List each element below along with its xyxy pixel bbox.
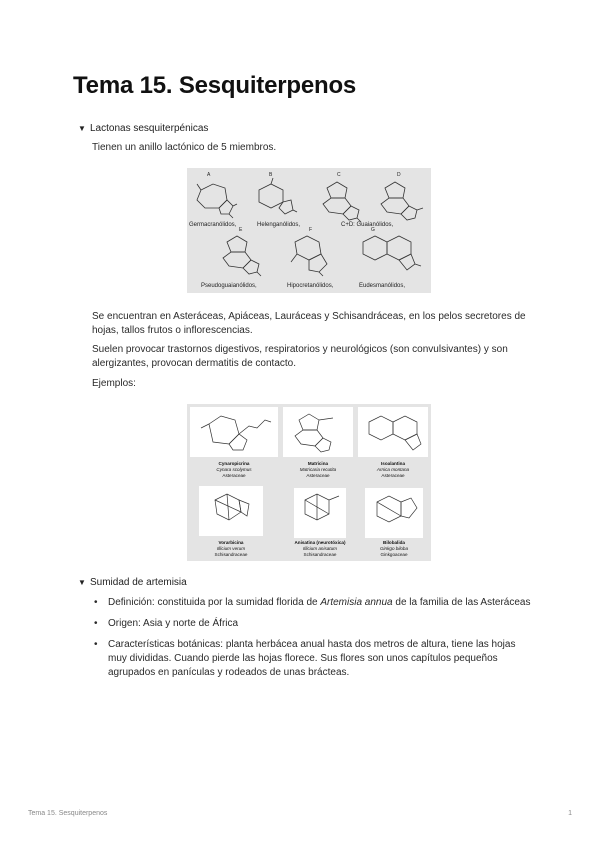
compound-species-6: Ginkgo biloba — [379, 546, 409, 551]
fig1-letter-d: D — [397, 172, 401, 178]
fig1-letter-c: C — [337, 172, 341, 178]
distribution-text: Se encuentran en Asteráceas, Apiáceas, Lauráceas y Schisandráceas, en los pelos secretores de hojas, tallos frutos o inflorescencias. — [92, 311, 526, 336]
structure-g — [363, 236, 421, 270]
compound-name-6: Bilobalida — [383, 540, 405, 545]
fig1-letter-a: A — [207, 172, 211, 178]
fig1-label-3: C+D: Guaianólidos, — [341, 222, 394, 228]
toggle-sumidad-label: Sumidad de artemisia — [90, 577, 187, 588]
compound-species-3: Arnica montana — [376, 467, 410, 472]
structure-b — [259, 178, 297, 214]
examples-svg — [187, 404, 431, 561]
lactone-skeletons-figure — [187, 168, 431, 293]
toggle-sumidad[interactable] — [78, 576, 187, 590]
definition-prefix: Definición: constituida por la sumidad florida de — [108, 597, 321, 608]
fig1-label-2: Helenganólidos, — [257, 222, 301, 228]
bullet-icon: • — [94, 597, 98, 608]
bullet-icon: • — [94, 639, 98, 650]
compound-species-1: Cynara scolymus — [216, 467, 252, 472]
fig1-letter-f: F — [309, 227, 313, 233]
examples-label: Ejemplos: — [92, 378, 136, 389]
origin-text: Origen: Asia y norte de África — [108, 618, 239, 629]
structure-d — [381, 182, 423, 220]
effects-text: Suelen provocar trastornos digestivos, respiratorios y neurológicos (son convulsivantes) y son alergizantes, provocan dermatitis de contacto. — [92, 344, 508, 369]
list-item — [92, 596, 532, 610]
panel-matricina — [283, 407, 353, 457]
panel-vorarbicina — [199, 486, 263, 536]
fig1-letter-g: G — [371, 227, 375, 233]
botanical-text: Características botánicas: planta herbácea anual hasta dos metros de altura, tiene las hojas muy divididas. Cuando pierde las hojas florece. Sus flores son unos capítulos pequeños agrupados en panículas y rodeados de unas brácteas. — [108, 639, 516, 678]
compound-species-5: Illicium anisatum — [303, 546, 337, 551]
triangle-down-icon[interactable]: ▼ — [78, 578, 86, 587]
skeletons-svg — [187, 168, 431, 293]
structure-c — [323, 182, 361, 222]
compound-name-5: Anisatina (neurotóxica) — [294, 540, 346, 545]
compound-name-2: Matricina — [307, 461, 329, 466]
compound-name-1: Cynaropicrina — [218, 461, 250, 466]
compound-name-3: Isoalantina — [381, 461, 405, 466]
bullet-icon: • — [94, 618, 98, 629]
artemisia-list — [92, 596, 532, 680]
panel-bilobalida — [365, 488, 423, 538]
triangle-down-icon[interactable]: ▼ — [78, 124, 86, 133]
page-number: 1 — [568, 810, 572, 817]
compound-species-4: Illicium verum — [216, 546, 246, 551]
compound-family-2: Asteraceae — [306, 473, 330, 478]
definition-suffix: de la familia de las Asteráceas — [392, 597, 531, 608]
fig1-label-1: Germacranólidos, — [189, 222, 237, 228]
compound-species-2: Matricaria recutita — [299, 467, 337, 472]
compound-family-1: Asteraceae — [222, 473, 246, 478]
compound-name-4: Vorarbicina — [218, 540, 244, 545]
fig1-label-4: Pseudoguaianólidos, — [201, 283, 257, 289]
fig1-label-5: Hipocretanólidos, — [287, 283, 334, 289]
list-item — [92, 617, 532, 631]
fig1-letter-e: E — [239, 227, 243, 233]
list-item — [92, 638, 532, 680]
fig1-label-6: Eudesmanólidos, — [359, 283, 406, 289]
footer-title: Tema 15. Sesquiterpenos — [28, 810, 108, 817]
species-name: Artemisia annua — [320, 597, 393, 608]
compound-family-3: Asteraceae — [381, 473, 405, 478]
fig1-letter-b: B — [269, 172, 273, 178]
toggle-lactonas-label: Lactonas sesquiterpénicas — [90, 123, 209, 134]
compound-family-4: Schisandraceae — [214, 552, 248, 557]
panel-cynaropicrina — [190, 407, 278, 457]
examples-figure — [187, 404, 431, 561]
structure-f — [291, 236, 327, 276]
compound-family-5: Schisandraceae — [303, 552, 337, 557]
compound-family-6: Ginkgoaceae — [380, 552, 408, 557]
structure-a — [197, 184, 237, 218]
page-title: Tema 15. Sesquiterpenos — [73, 72, 357, 99]
structure-e — [223, 236, 261, 276]
intro-text: Tienen un anillo lactónico de 5 miembros. — [92, 142, 277, 153]
toggle-lactonas[interactable] — [78, 122, 208, 136]
